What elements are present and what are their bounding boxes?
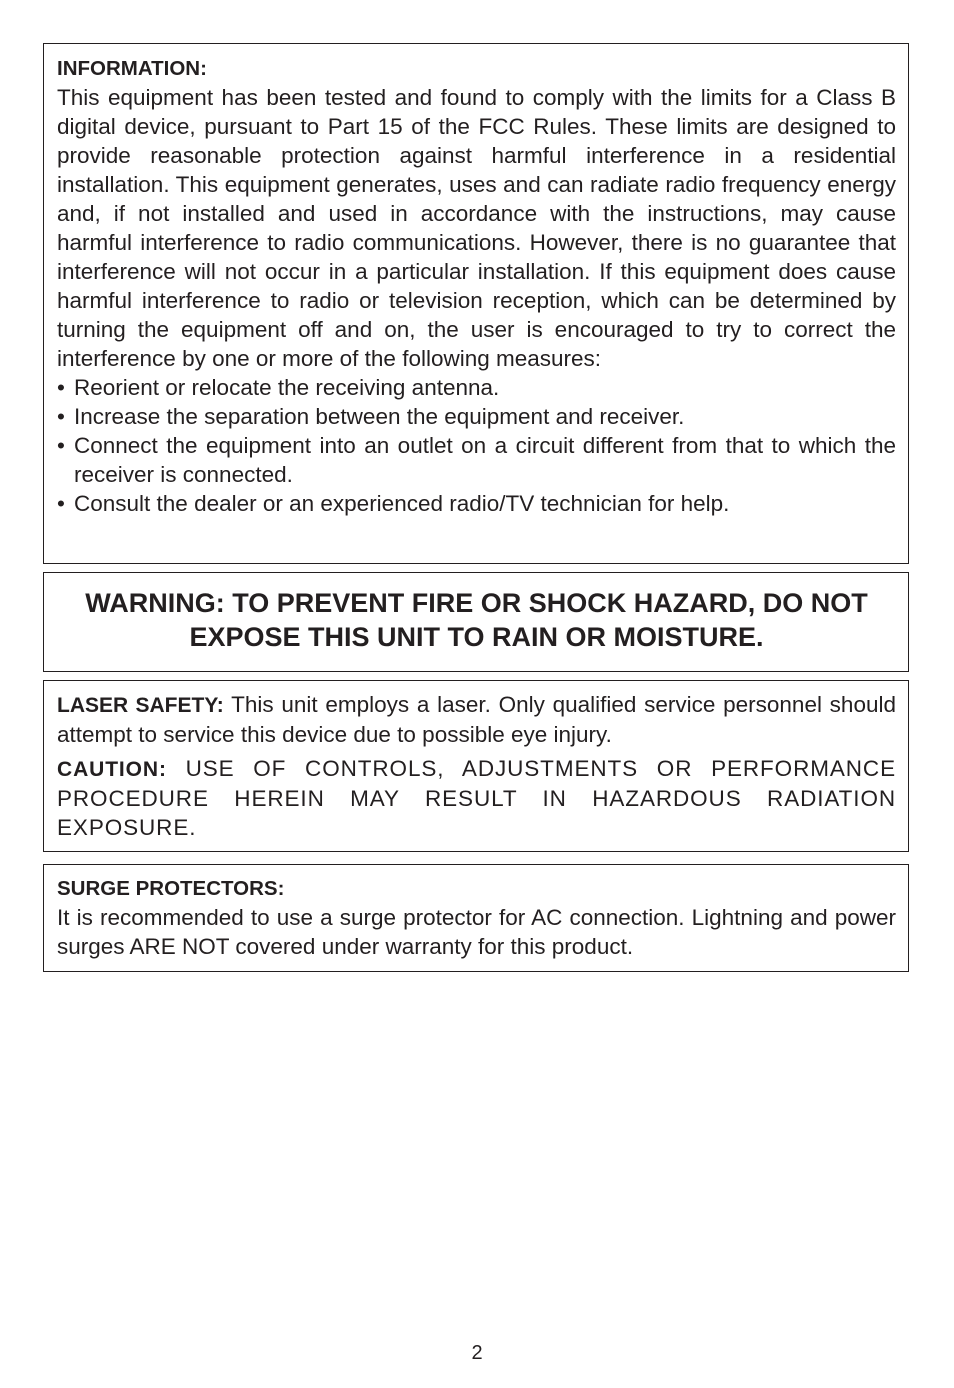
caution-body: USE OF CONTROLS, ADJUSTMENTS OR PERFORMANCE PROCEDURE HEREIN MAY RESULT IN HAZARDOUS RADIATION EXPOSURE. bbox=[57, 756, 896, 840]
list-item bbox=[57, 373, 896, 402]
bullet-icon: • bbox=[57, 433, 65, 458]
page-number: 2 bbox=[471, 1342, 483, 1364]
information-notice bbox=[43, 43, 909, 564]
surge-protectors-notice bbox=[43, 864, 909, 972]
laser-safety-notice bbox=[43, 680, 909, 852]
caution-paragraph bbox=[57, 754, 896, 842]
warning-text: WARNING: TO PREVENT FIRE OR SHOCK HAZARD, DO NOT EXPOSE THIS UNIT TO RAIN OR MOISTURE. bbox=[85, 588, 868, 652]
bullet-text: Consult the dealer or an experienced radio/TV technician for help. bbox=[74, 491, 730, 516]
bullet-icon: • bbox=[57, 491, 65, 516]
list-item bbox=[57, 431, 896, 489]
bullet-text: Increase the separation between the equipment and receiver. bbox=[74, 404, 685, 429]
laser-safety-heading: LASER SAFETY: bbox=[57, 694, 224, 717]
warning-notice bbox=[43, 572, 909, 672]
laser-safety-paragraph bbox=[57, 690, 896, 749]
information-heading: INFORMATION: bbox=[57, 57, 207, 80]
list-item bbox=[57, 489, 896, 518]
laser-safety-body: This unit employs a laser. Only qualified service personnel should attempt to service this device due to possible eye injury. bbox=[57, 692, 896, 747]
information-body: This equipment has been tested and found to comply with the limits for a Class B digital device, pursuant to Part 15 of the FCC Rules. These limits are designed to provide reasonable protection against harmful interference in a residential installation. This equipment generates, uses and can radiate radio frequency energy and, if not installed and used in accordance with the instructions, may cause harmful interference to radio communications. However, there is no guarantee that interference will not occur in a particular installation. If this equipment does cause harmful interference to radio or television reception, which can be determined by turning the equipment off and on, the user is encouraged to try to correct the interference by one or more of the following measures: bbox=[57, 85, 896, 371]
surge-body: It is recommended to use a surge protector for AC connection. Lightning and power surges ARE NOT covered under warranty for this product. bbox=[57, 905, 896, 959]
measures-list bbox=[57, 373, 896, 518]
caution-heading: CAUTION: bbox=[57, 758, 167, 781]
surge-heading: SURGE PROTECTORS: bbox=[57, 877, 285, 900]
bullet-text: Connect the equipment into an outlet on a circuit different from that to which the receiver is connected. bbox=[74, 433, 896, 487]
bullet-text: Reorient or relocate the receiving antenna. bbox=[74, 375, 500, 400]
bullet-icon: • bbox=[57, 404, 65, 429]
list-item bbox=[57, 402, 896, 431]
bullet-icon: • bbox=[57, 375, 65, 400]
